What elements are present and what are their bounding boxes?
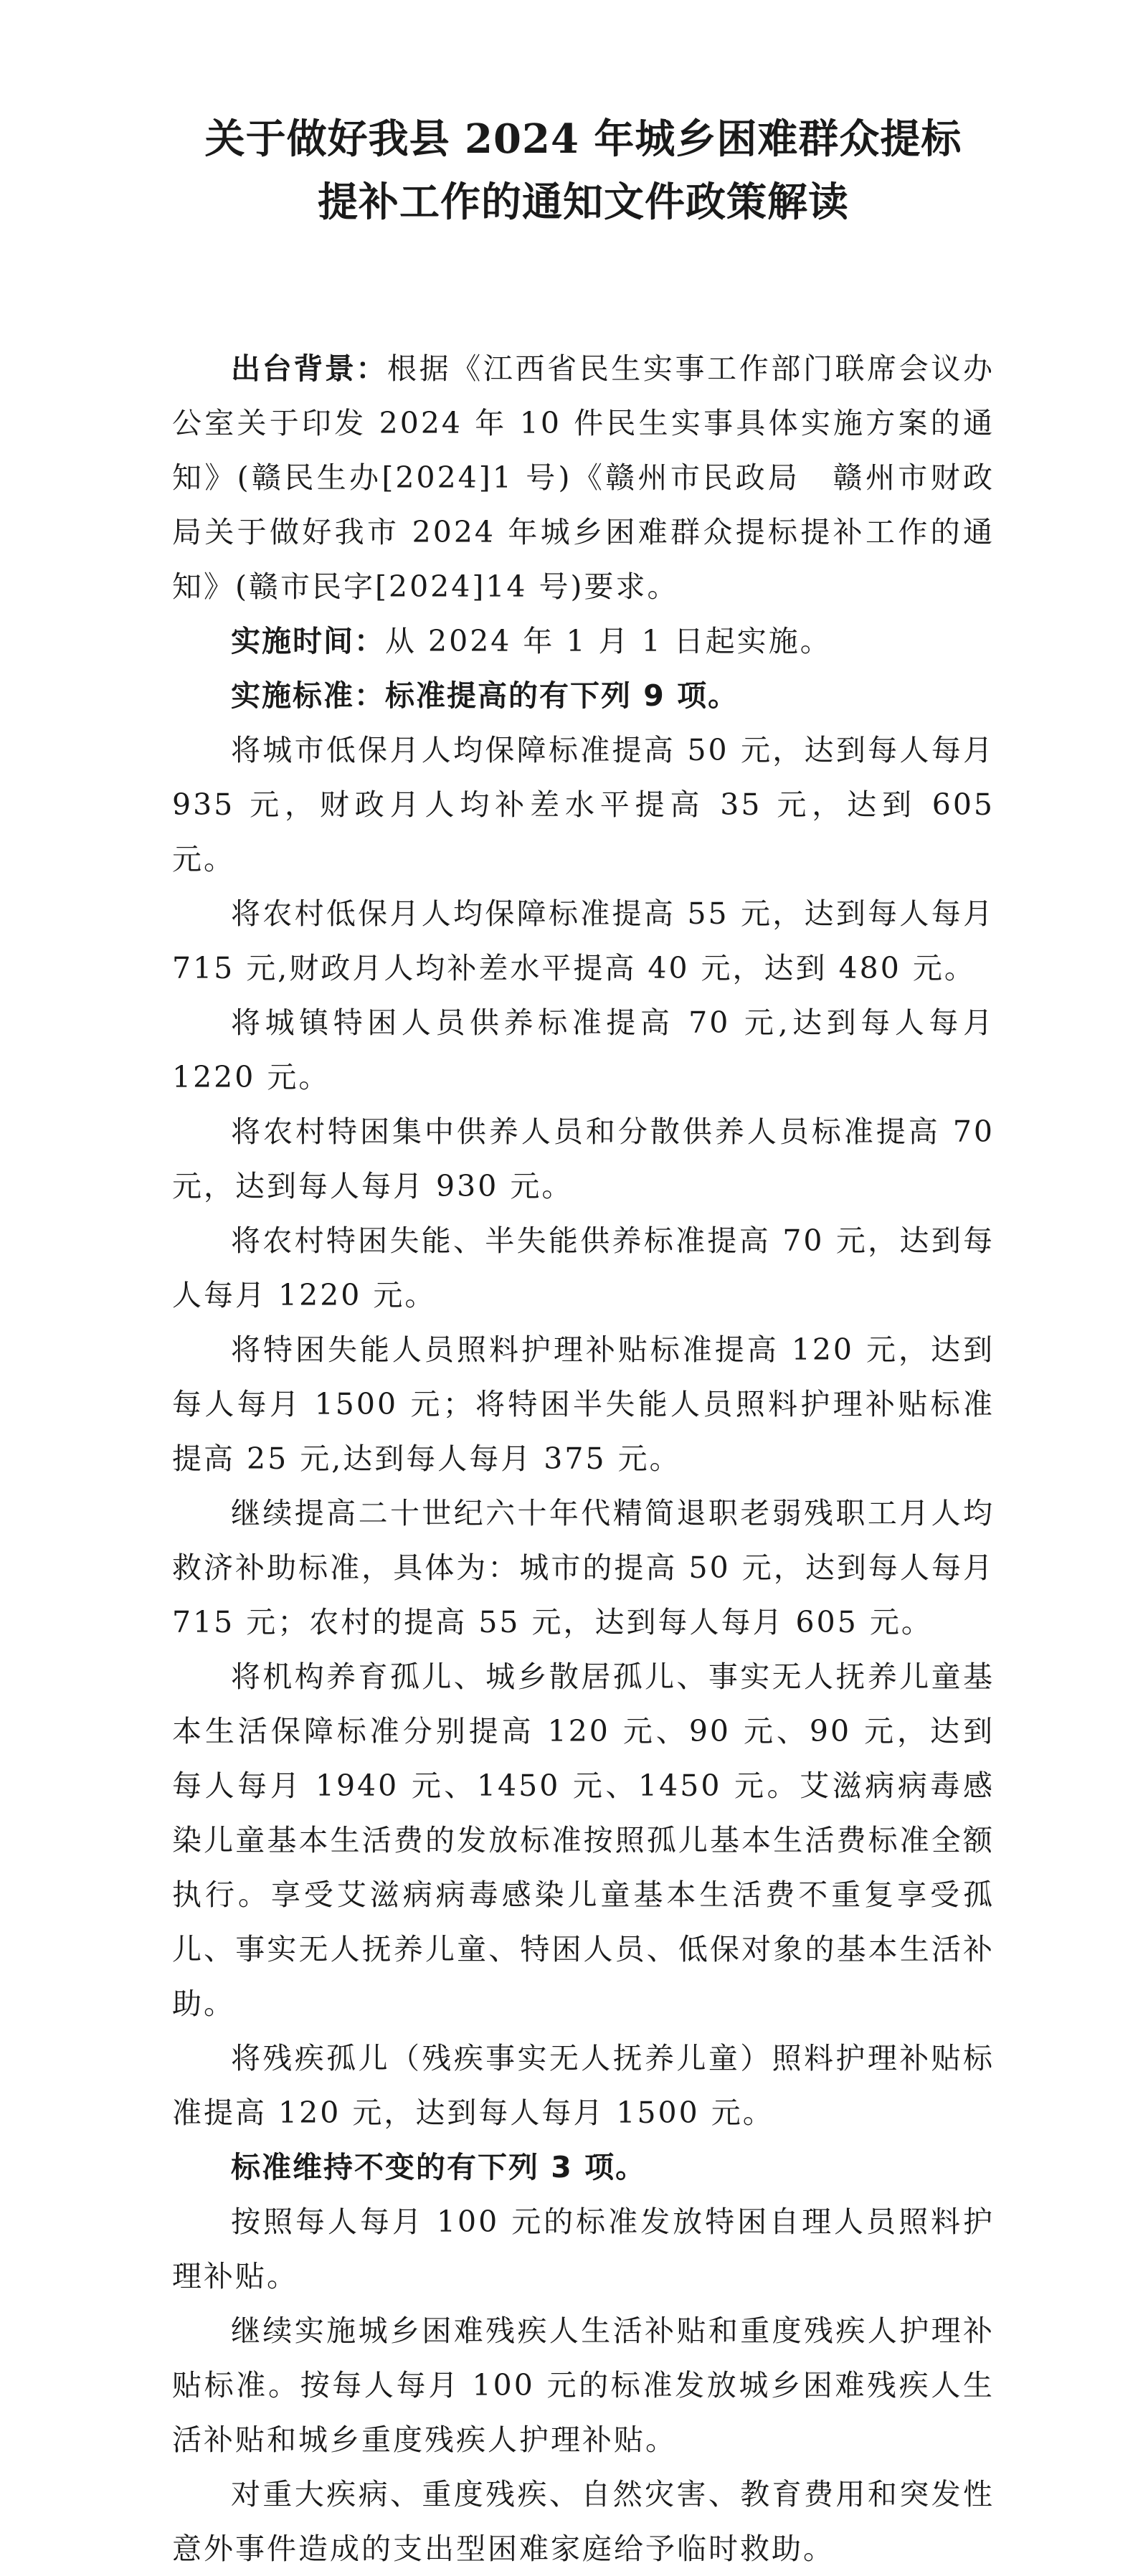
raised-item: 将农村特困失能、半失能供养标准提高 70 元，达到每人每月 1220 元。 xyxy=(172,1223,995,1312)
title-line-2: 提补工作的通知文件政策解读 xyxy=(318,179,849,226)
background-label: 出台背景： xyxy=(231,351,388,386)
unchanged-item: 对重大疾病、重度残疾、自然灾害、教育费用和突发性意外事件造成的支出型困难家庭给予临时救助。 xyxy=(172,2477,995,2566)
standard-text: 标准提高的有下列 9 项。 xyxy=(385,678,739,713)
time-label: 实施时间： xyxy=(231,624,385,658)
document-body xyxy=(172,341,995,2576)
raised-item: 将特困失能人员照料护理补贴标准提高 120 元，达到每人每月 1500 元；将特困半失能人员照料护理补贴标准提高 25 元,达到每人每月 375 元。 xyxy=(172,1332,995,1476)
raised-item: 将农村特困集中供养人员和分散供养人员标准提高 70 元，达到每人每月 930 元。 xyxy=(172,1114,995,1203)
background-paragraph xyxy=(172,341,995,614)
unchanged-item: 继续实施城乡困难残疾人生活补贴和重度残疾人护理补贴标准。按每人每月 100 元的标准发放城乡困难残疾人生活补贴和城乡重度残疾人护理补贴。 xyxy=(172,2314,995,2457)
standard-label: 实施标准： xyxy=(231,678,385,713)
time-paragraph xyxy=(172,614,995,668)
unchanged-item: 按照每人每月 100 元的标准发放特困自理人员照料护理补贴。 xyxy=(172,2205,995,2293)
raised-item: 将残疾孤儿（残疾事实无人抚养儿童）照料护理补贴标准提高 120 元，达到每人每月 1500 元。 xyxy=(172,2041,995,2130)
unchanged-heading-paragraph xyxy=(172,2140,995,2194)
title-line-1: 关于做好我县 2024 年城乡困难群众提标 xyxy=(204,115,962,163)
document-title xyxy=(172,108,995,234)
raised-item: 将机构养育孤儿、城乡散居孤儿、事实无人抚养儿童基本生活保障标准分别提高 120 元、90 元、90 元，达到每人每月 1940 元、1450 元、1450 元。艾滋病病毒感染儿童基本生活费的发放标准按照孤儿基本生活费标准全额执行。享受艾滋病病毒感染儿童基本生活费不重复享受孤儿、事实无人抚养儿童、特困人员、低保对象的基本生活补助。 xyxy=(172,1659,995,2021)
standard-paragraph xyxy=(172,668,995,723)
time-text: 从 2024 年 1 月 1 日起实施。 xyxy=(385,624,832,658)
raised-item: 继续提高二十世纪六十年代精简退职老弱残职工月人均救济补助标准，具体为：城市的提高 50 元，达到每人每月 715 元；农村的提高 55 元，达到每人每月 605 元。 xyxy=(172,1496,995,1639)
background-text: 根据《江西省民生实事工作部门联席会议办公室关于印发 2024 年 10 件民生实事具体实施方案的通知》(赣民生办[2024]1 号)《赣州市民政局 赣州市财政局关于做好我市 2024 年城乡困难群众提标提补工作的通知》(赣市民字[2024]14 号)要求。 xyxy=(172,351,995,604)
raised-item: 将城市低保月人均保障标准提高 50 元，达到每人每月 935 元，财政月人均补差水平提高 35 元，达到 605 元。 xyxy=(172,733,995,876)
raised-item: 将城镇特困人员供养标准提高 70 元,达到每人每月 1220 元。 xyxy=(172,1005,995,1094)
unchanged-heading: 标准维持不变的有下列 3 项。 xyxy=(231,2150,647,2184)
raised-item: 将农村低保月人均保障标准提高 55 元，达到每人每月 715 元,财政月人均补差水平提高 40 元，达到 480 元。 xyxy=(172,896,995,985)
